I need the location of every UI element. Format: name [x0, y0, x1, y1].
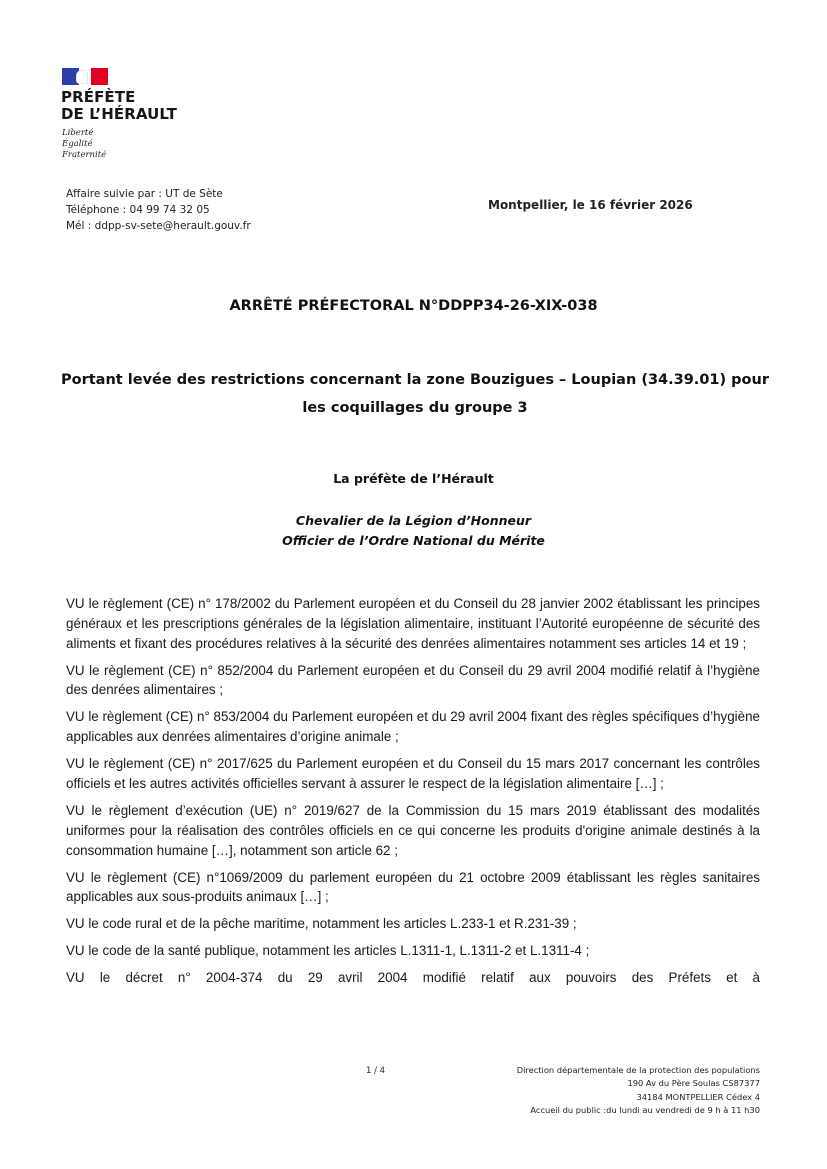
republic-motto [62, 128, 106, 161]
marianne-flag-icon [62, 68, 108, 85]
marianne-profile-icon [76, 70, 88, 84]
visa-paragraph: VU le règlement (CE) n°1069/2009 du parlement européen du 21 octobre 2009 établissant les règles sanitaires applicables aux sous-produits animaux […] ; [66, 869, 760, 905]
place-and-date: Montpellier, le 16 février 2026 [488, 198, 693, 212]
telephone: Téléphone : 04 99 74 32 05 [66, 204, 210, 216]
prefecture-name-line: PRÉFÈTE [61, 88, 136, 106]
visa-paragraph: VU le règlement (CE) n° 178/2002 du Parlement européen et du Conseil du 28 janvier 2002 établissant les principes généraux et les prescriptions générales de la législation alimentaire, instituant l’Autorité européenne de sécurité des aliments et fixant des procédures relatives à la sécurité des denrées alimentaires notamment ses articles 14 et 19 ; [66, 596, 760, 651]
motto-fraternite: Fraternité [62, 150, 107, 160]
visa-paragraph: VU le décret n° 2004-374 du 29 avril 2004 modifié relatif aux pouvoirs des Préfets et à [66, 970, 760, 986]
prefecture-name-line: DE L’HÉRAULT [61, 105, 177, 123]
visa-paragraph: VU le règlement (CE) n° 853/2004 du Parlement européen et du 29 avril 2004 fixant des règles spécifiques d’hygiène applicables aux denrées alimentaires d’origine animale ; [66, 709, 760, 745]
footer-direction: Direction départementale de la protection des populations [516, 1065, 760, 1075]
motto-egalite: Égalité [62, 139, 93, 149]
signatory-name: La préfète de l’Hérault [333, 471, 494, 486]
page-number: 1 / 4 [366, 1066, 386, 1076]
visa-paragraph: VU le code de la santé publique, notamment les articles L.1311-1, L.1311-2 et L.1311-4 ; [66, 943, 590, 959]
email: Mél : ddpp-sv-sete@herault.gouv.fr [66, 220, 251, 232]
affaire-suivie: Affaire suivie par : UT de Sète [66, 188, 223, 200]
visas-section [66, 594, 760, 995]
contact-block [66, 186, 251, 234]
footer-street: 190 Av du Père Soulas CS87377 [627, 1078, 760, 1089]
visa-paragraph: VU le règlement (CE) n° 852/2004 du Parlement européen et du Conseil du 29 avril 2004 modifié relatif à l’hygiène des denrées alimentaires ; [66, 662, 760, 698]
motto-liberte: Liberté [62, 128, 94, 138]
visa-paragraph: VU le code rural et de la pêche maritime, notamment les articles L.233-1 et R.231-39 ; [66, 916, 577, 932]
signatory-honors [0, 511, 827, 551]
visa-paragraph: VU le règlement (CE) n° 2017/625 du Parlement européen et du Conseil du 15 mars 2017 concernant les contrôles officiels et les autres activités officielles servant à assurer le respect de la législation alimentaire […] ; [66, 756, 760, 791]
prefecture-name [61, 89, 177, 123]
flag-red-band [91, 68, 108, 85]
flag-white-band [79, 68, 90, 85]
arrete-title: ARRÊTÉ PRÉFECTORAL N°DDPP34-26-XIX-038 [229, 298, 598, 314]
footer-opening-hours: Accueil du public :du lundi au vendredi de 9 h à 11 h30 [530, 1104, 760, 1115]
honor-merite: Officier de l’Ordre National du Mérite [282, 533, 545, 548]
visa-paragraph: VU le règlement d’exécution (UE) n° 2019/627 de la Commission du 15 mars 2019 établissant des modalités uniformes pour la réalisation des contrôles officiels en ce qui concerne les produits d'origine animale destinés à la consommation humaine […], notamment son article 62 ; [66, 802, 760, 858]
footer-address [517, 1064, 760, 1117]
arrete-subject: Portant levée des restrictions concernant la zone Bouzigues – Loupian (34.39.01) pour les coquillages du groupe 3 [61, 372, 769, 416]
footer-city: 34184 MONTPELLIER Cédex 4 [636, 1091, 760, 1102]
honor-legion: Chevalier de la Légion d’Honneur [295, 513, 532, 528]
